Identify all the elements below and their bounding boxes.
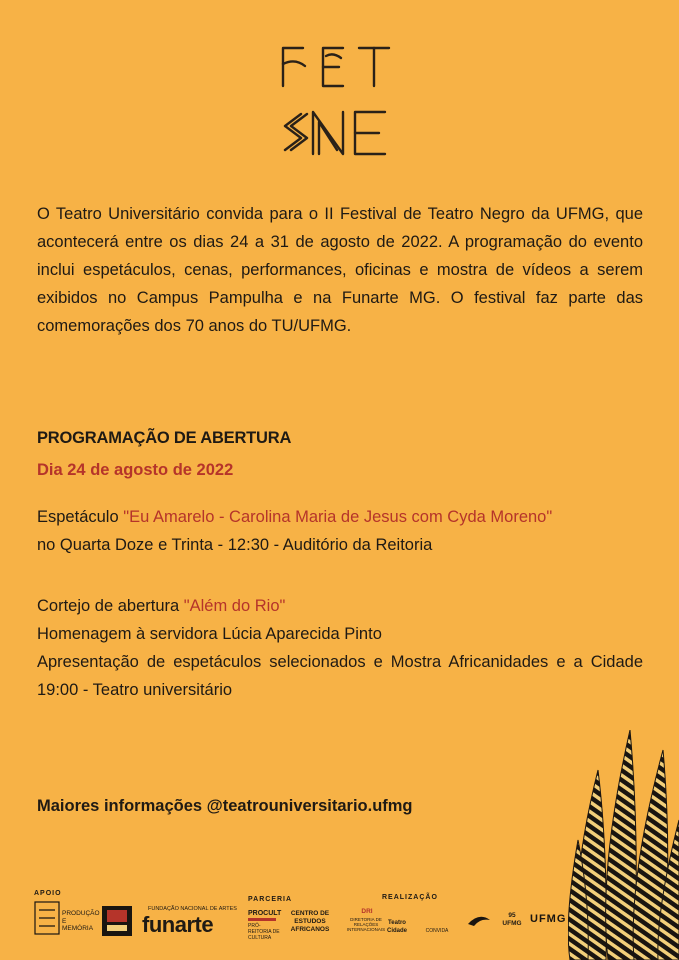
cortejo-title: "Além do Rio": [183, 597, 286, 615]
cortejo-tribute: Homenagem à servidora Lúcia Aparecida Pinto: [37, 625, 382, 643]
procult-sub-text: PRÓ-REITORIA DE CULTURA: [248, 923, 280, 941]
cortejo-prefix: Cortejo de abertura: [37, 597, 184, 615]
parceria-label: PARCERIA: [248, 896, 293, 903]
producao-memoria-text: PRODUÇÃO E MEMÓRIA: [62, 910, 100, 932]
convida-text: CONVIDA: [425, 928, 449, 934]
procult-bar: [248, 918, 276, 921]
teatro-cidade-text: Teatro Cidade: [386, 920, 407, 934]
funarte-logo-text: funarte: [142, 912, 214, 937]
dri-sub-text: DIRETORIA DE RELAÇÕES INTERNACIONAIS: [346, 917, 386, 932]
museum-logo: [102, 906, 132, 936]
cortejo-presentation: Apresentação de espetáculos selecionados e Mostra Africanidades e a Cidade 19:00 - Teatro universitário: [37, 653, 643, 699]
ufmg-logo-text: UFMG: [530, 913, 567, 925]
more-info: Maiores informações @teatrouniversitario.ufmg: [37, 797, 413, 815]
program-date: Dia 24 de agosto de 2022: [37, 461, 234, 479]
sponsors-strip: [30, 888, 590, 948]
show-prefix: Espetáculo: [37, 508, 124, 526]
show-block: [37, 503, 643, 559]
partner-logo: [466, 912, 492, 928]
centro-estudos-text: CENTRO DE ESTUDOS AFRICANOS: [290, 910, 330, 933]
festival-logo: [281, 42, 396, 162]
dri-text: DRI: [361, 908, 373, 915]
apoio-label: APOIO: [34, 890, 62, 897]
intro-paragraph: O Teatro Universitário convida para o II Festival de Teatro Negro da UFMG, que acontecerá entre os dias 24 a 31 de agosto de 2022. A programação do evento inclui espetáculos, cenas, performances, oficinas e mostra de vídeos a serem exibidos no Campus Pampulha e na Funarte MG. O festival faz parte das comemorações dos 70 anos do TU/UFMG.: [37, 205, 643, 335]
program-heading: PROGRAMAÇÃO DE ABERTURA: [37, 429, 292, 447]
cortejo-block: [37, 592, 643, 704]
producao-memoria-logo: [34, 900, 60, 936]
funarte-small-text: FUNDAÇÃO NACIONAL DE ARTES: [148, 906, 237, 912]
procult-text: PROCULT: [248, 910, 282, 917]
show-details: no Quarta Doze e Trinta - 12:30 - Auditório da Reitoria: [37, 536, 433, 554]
realizacao-label: REALIZAÇÃO: [382, 894, 438, 901]
show-title: "Eu Amarelo - Carolina Maria de Jesus com Cyda Moreno": [123, 508, 553, 526]
ufmg-95-text: 95 UFMG: [502, 912, 522, 927]
